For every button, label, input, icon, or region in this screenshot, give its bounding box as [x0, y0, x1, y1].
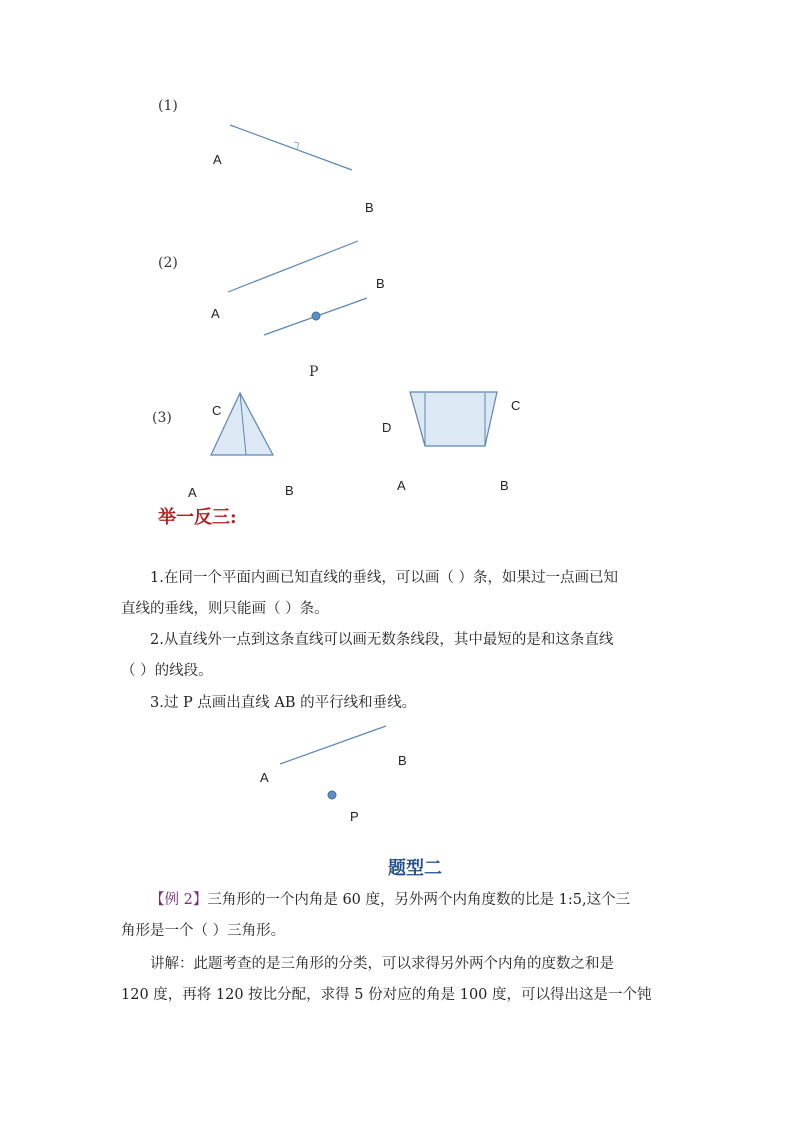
practice-label-p: P	[350, 809, 359, 824]
fig3-trapezoid-label-c: C	[511, 398, 521, 413]
fig2-label-p: P	[309, 364, 319, 380]
fig3-trapezoid	[410, 392, 497, 446]
example-line-2: 角形是一个（ ）三角形。	[121, 923, 286, 939]
fig2-number: (2)	[158, 255, 178, 271]
section-title: 题型二	[388, 858, 442, 879]
fig2-label-b: B	[376, 276, 385, 291]
question-1-line-1: 1.在同一个平面内画已知直线的垂线，可以画（ ）条，如果过一点画已知	[150, 570, 618, 586]
fig2-label-a: A	[211, 306, 220, 321]
fig3-triangle-label-c: C	[212, 403, 222, 418]
fig2-point-p-dot	[312, 312, 320, 320]
practice-label-a: A	[260, 770, 269, 785]
practice-point-p-dot	[328, 791, 336, 799]
example-lead: 【例 2】	[150, 892, 208, 908]
fig3-trapezoid-label-d: D	[382, 420, 392, 435]
practice-line-ab	[280, 726, 386, 764]
question-2-line-2: （ ）的线段。	[121, 663, 213, 679]
fig1-label-a: A	[213, 152, 222, 167]
fig3-trapezoid-label-a: A	[397, 478, 406, 493]
fig2-line-ab	[228, 241, 358, 292]
fig3-triangle-label-b: B	[285, 483, 294, 498]
fig3-triangle-label-a: A	[188, 485, 197, 500]
fig1-label-b: B	[365, 200, 374, 215]
question-2-line-1: 2.从直线外一点到这条直线可以画无数条线段，其中最短的是和这条直线	[150, 632, 614, 648]
example-text-1: 三角形的一个内角是 60 度，另外两个内角度数的比是 1:5,这个三	[207, 892, 631, 908]
practice-label-b: B	[398, 753, 407, 768]
fig3-trapezoid-label-b: B	[500, 478, 509, 493]
fig1-tick-mark	[294, 142, 299, 149]
question-1-line-2: 直线的垂线，则只能画（ ）条。	[121, 601, 329, 617]
fig1-line-ab	[230, 125, 352, 170]
explanation-line-1: 讲解：此题考查的是三角形的分类，可以求得另外两个内角的度数之和是	[150, 956, 614, 972]
practice-heading: 举一反三:	[158, 507, 237, 528]
explanation-line-2: 120 度，再将 120 按比分配，求得 5 份对应的角是 100 度，可以得出这是一个钝	[121, 987, 652, 1003]
question-3-line-1: 3.过 P 点画出直线 AB 的平行线和垂线。	[150, 695, 417, 711]
fig1-number: (1)	[158, 98, 178, 114]
fig3-number: (3)	[152, 410, 172, 426]
example-line-1	[150, 890, 630, 910]
